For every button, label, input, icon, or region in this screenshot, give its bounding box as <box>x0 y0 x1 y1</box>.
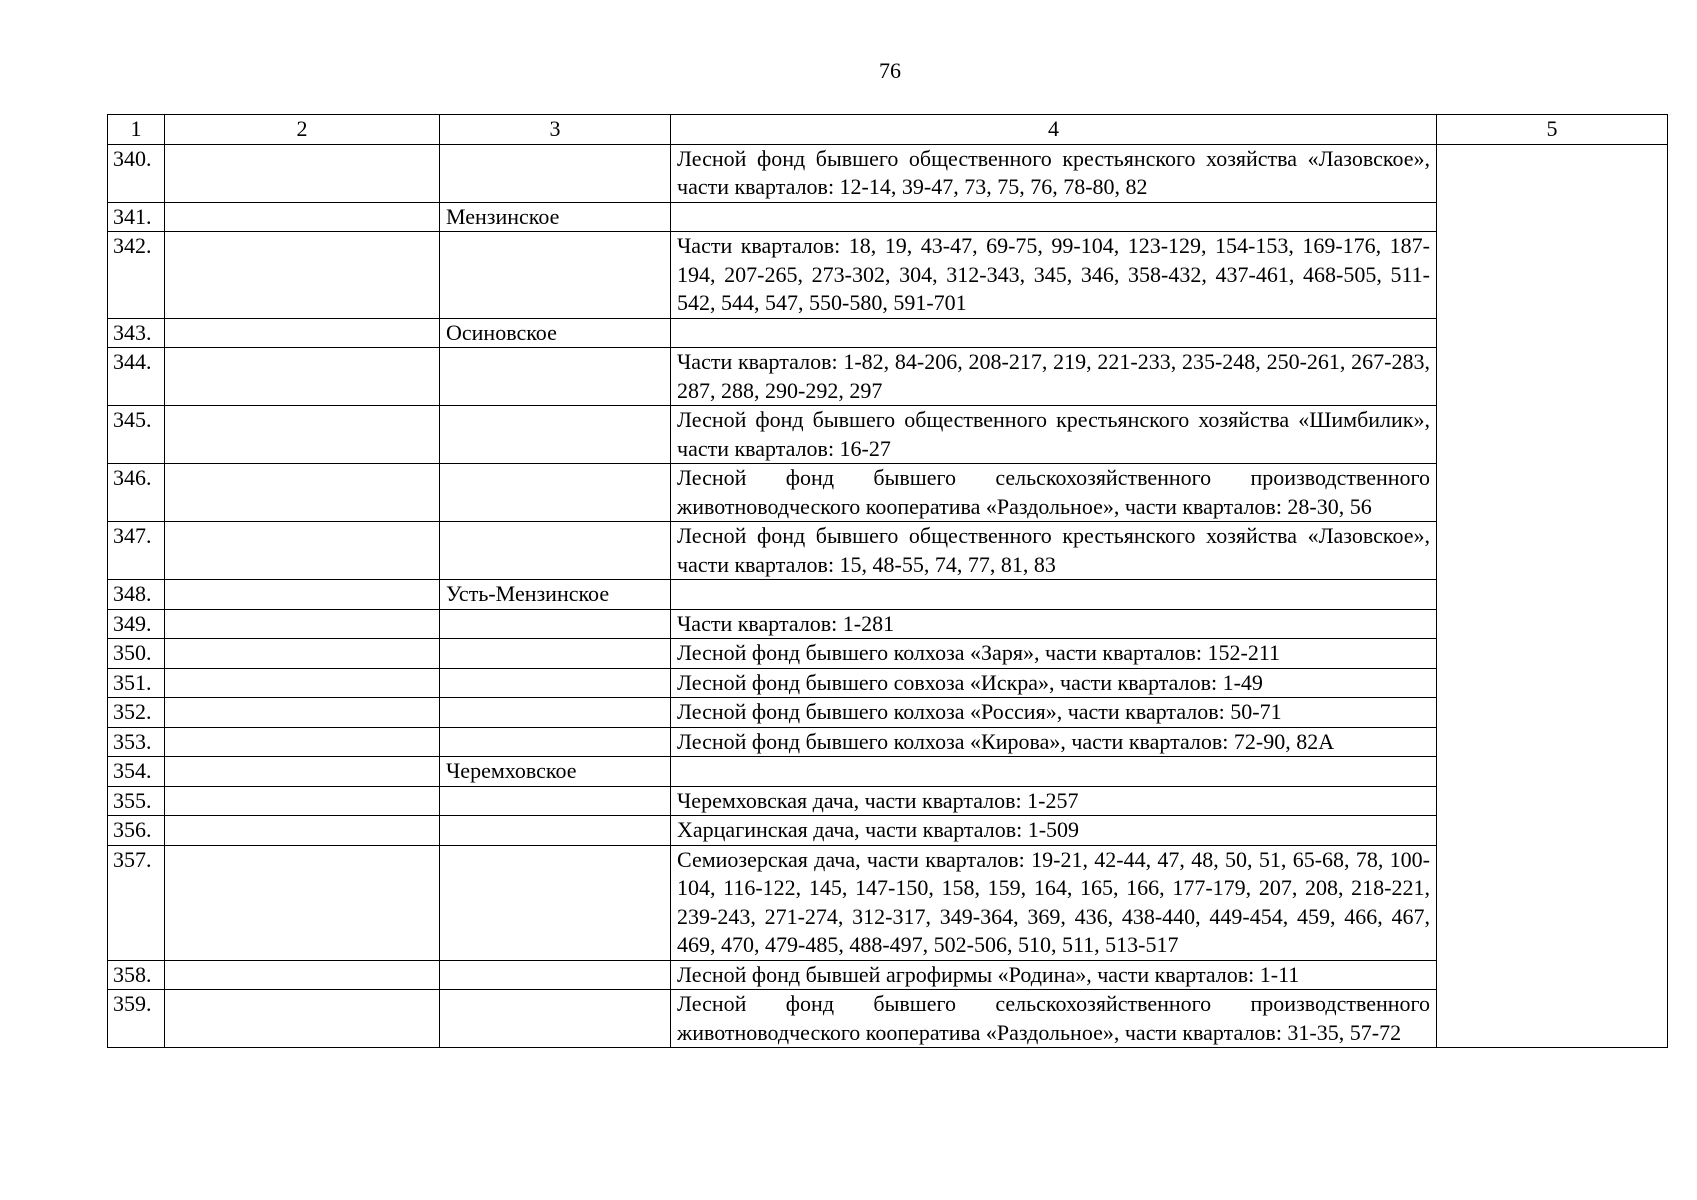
row-number-cell: 353. <box>108 727 165 757</box>
district-cell <box>440 727 671 757</box>
table-row <box>108 845 1668 960</box>
table-row <box>108 816 1668 846</box>
row-number-cell: 356. <box>108 816 165 846</box>
district-cell <box>440 464 671 522</box>
row-number-cell: 352. <box>108 698 165 728</box>
district-cell <box>440 232 671 319</box>
column-2-cell <box>165 406 440 464</box>
row-number-cell: 357. <box>108 845 165 960</box>
district-cell <box>440 786 671 816</box>
column-2-cell <box>165 960 440 990</box>
column-2-cell <box>165 202 440 232</box>
forest-description-cell: Черемховская дача, части кварталов: 1-257 <box>671 786 1437 816</box>
table-row <box>108 960 1668 990</box>
forest-description-cell: Части кварталов: 1-281 <box>671 609 1437 639</box>
column-2-cell <box>165 609 440 639</box>
column-2-cell <box>165 786 440 816</box>
forest-description-cell <box>671 318 1437 348</box>
district-cell <box>440 348 671 406</box>
column-5-cell <box>1437 144 1668 1048</box>
forest-description-cell: Семиозерская дача, части кварталов: 19-21, 42-44, 47, 48, 50, 51, 65-68, 78, 100-104, 116-122, 145, 147-150, 158, 159, 164, 165, 166, 177-179, 207, 208, 218-221, 239-243, 271-274, 312-317, 349-364, 369, 436, 438-440, 449-454, 459, 466, 467, 469, 470, 479-485, 488-497, 502-506, 510, 511, 513-517 <box>671 845 1437 960</box>
column-2-cell <box>165 757 440 787</box>
column-2-cell <box>165 318 440 348</box>
table-row <box>108 639 1668 669</box>
table-row <box>108 464 1668 522</box>
district-cell <box>440 990 671 1048</box>
table-row <box>108 522 1668 580</box>
column-2-cell <box>165 816 440 846</box>
district-cell <box>440 609 671 639</box>
table-row <box>108 990 1668 1048</box>
page-number: 76 <box>879 58 901 83</box>
row-number-cell: 341. <box>108 202 165 232</box>
column-header: 1 <box>108 115 165 145</box>
row-number-cell: 358. <box>108 960 165 990</box>
forest-description-cell: Лесной фонд бывшего колхоза «Россия», части кварталов: 50-71 <box>671 698 1437 728</box>
forest-description-cell <box>671 202 1437 232</box>
column-2-cell <box>165 727 440 757</box>
table-header-row <box>108 115 1668 145</box>
district-cell: Мензинское <box>440 202 671 232</box>
row-number-cell: 345. <box>108 406 165 464</box>
forest-description-cell: Части кварталов: 1-82, 84-206, 208-217, 219, 221-233, 235-248, 250-261, 267-283, 287, 288, 290-292, 297 <box>671 348 1437 406</box>
row-number-cell: 346. <box>108 464 165 522</box>
district-cell <box>440 816 671 846</box>
column-header: 4 <box>671 115 1437 145</box>
row-number-cell: 355. <box>108 786 165 816</box>
row-number-cell: 340. <box>108 144 165 202</box>
district-cell <box>440 639 671 669</box>
forest-description-cell: Лесной фонд бывшего общественного крестьянского хозяйства «Шимбилик», части кварталов: 16-27 <box>671 406 1437 464</box>
row-number-cell: 359. <box>108 990 165 1048</box>
table-row <box>108 348 1668 406</box>
table-row <box>108 786 1668 816</box>
district-cell <box>440 668 671 698</box>
district-cell <box>440 845 671 960</box>
table-row <box>108 580 1668 610</box>
table-row <box>108 406 1668 464</box>
forest-description-cell: Лесной фонд бывшего колхоза «Заря», части кварталов: 152-211 <box>671 639 1437 669</box>
column-2-cell <box>165 668 440 698</box>
table-row <box>108 727 1668 757</box>
forest-description-cell: Лесной фонд бывшего сельскохозяйственного производственного животноводческого кооператива «Раздольное», части кварталов: 31-35, 57-72 <box>671 990 1437 1048</box>
district-cell <box>440 522 671 580</box>
table-row <box>108 232 1668 319</box>
column-2-cell <box>165 698 440 728</box>
row-number-cell: 350. <box>108 639 165 669</box>
row-number-cell: 349. <box>108 609 165 639</box>
column-header: 5 <box>1437 115 1668 145</box>
table-row <box>108 609 1668 639</box>
forest-description-cell: Лесной фонд бывшей агрофирмы «Родина», части кварталов: 1-11 <box>671 960 1437 990</box>
column-2-cell <box>165 464 440 522</box>
column-2-cell <box>165 522 440 580</box>
table-row <box>108 144 1668 202</box>
column-2-cell <box>165 639 440 669</box>
district-cell <box>440 960 671 990</box>
forest-description-cell: Лесной фонд бывшего общественного крестьянского хозяйства «Лазовское», части кварталов: 15, 48-55, 74, 77, 81, 83 <box>671 522 1437 580</box>
district-cell <box>440 144 671 202</box>
column-2-cell <box>165 348 440 406</box>
forest-description-cell: Части кварталов: 18, 19, 43-47, 69-75, 99-104, 123-129, 154-153, 169-176, 187-194, 207-265, 273-302, 304, 312-343, 345, 346, 358-432, 437-461, 468-505, 511-542, 544, 547, 550-580, 591-701 <box>671 232 1437 319</box>
table-row <box>108 318 1668 348</box>
column-2-cell <box>165 845 440 960</box>
row-number-cell: 354. <box>108 757 165 787</box>
table-row <box>108 668 1668 698</box>
column-header: 2 <box>165 115 440 145</box>
district-cell: Черемховское <box>440 757 671 787</box>
row-number-cell: 351. <box>108 668 165 698</box>
table-row <box>108 698 1668 728</box>
table-row <box>108 757 1668 787</box>
forest-fund-table <box>107 114 1668 1048</box>
district-cell: Осиновское <box>440 318 671 348</box>
forest-description-cell: Лесной фонд бывшего сельскохозяйственного производственного животноводческого кооператива «Раздольное», части кварталов: 28-30, 56 <box>671 464 1437 522</box>
column-2-cell <box>165 580 440 610</box>
forest-description-cell <box>671 580 1437 610</box>
district-cell: Усть-Мензинское <box>440 580 671 610</box>
row-number-cell: 347. <box>108 522 165 580</box>
column-2-cell <box>165 232 440 319</box>
forest-description-cell: Харцагинская дача, части кварталов: 1-509 <box>671 816 1437 846</box>
row-number-cell: 348. <box>108 580 165 610</box>
row-number-cell: 344. <box>108 348 165 406</box>
column-header: 3 <box>440 115 671 145</box>
column-2-cell <box>165 144 440 202</box>
forest-description-cell: Лесной фонд бывшего совхоза «Искра», части кварталов: 1-49 <box>671 668 1437 698</box>
forest-description-cell <box>671 757 1437 787</box>
district-cell <box>440 406 671 464</box>
column-2-cell <box>165 990 440 1048</box>
forest-description-cell: Лесной фонд бывшего общественного крестьянского хозяйства «Лазовское», части кварталов: 12-14, 39-47, 73, 75, 76, 78-80, 82 <box>671 144 1437 202</box>
table-row <box>108 202 1668 232</box>
district-cell <box>440 698 671 728</box>
forest-description-cell: Лесной фонд бывшего колхоза «Кирова», части кварталов: 72-90, 82А <box>671 727 1437 757</box>
row-number-cell: 343. <box>108 318 165 348</box>
row-number-cell: 342. <box>108 232 165 319</box>
